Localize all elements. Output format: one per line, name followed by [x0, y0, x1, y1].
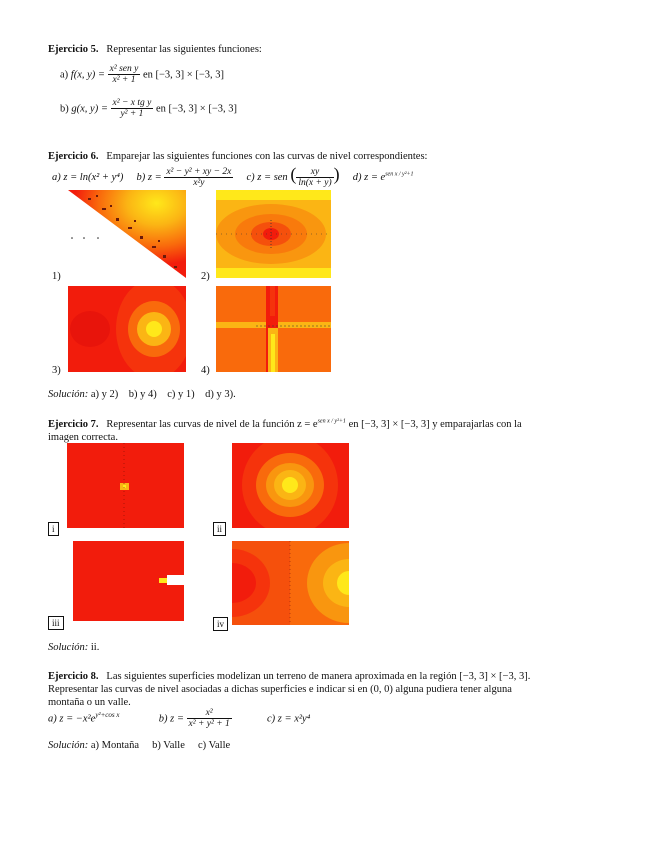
ex6-intro: Emparejar las siguientes funciones con las curvas de nivel correspondientes:	[106, 151, 428, 162]
ex7-heading: Ejercicio 7.	[48, 419, 99, 430]
ex5-heading: Ejercicio 5.	[48, 44, 99, 55]
ex5-b-domain: en [−3, 3] × [−3, 3]	[155, 103, 238, 115]
ex5-item-a	[60, 64, 224, 86]
ex5-a-numerator: x² sen y	[109, 64, 139, 74]
ex6-plot-1	[68, 190, 186, 278]
ex7-plot-iii	[73, 541, 184, 621]
ex8-heading: Ejercicio 8.	[48, 671, 99, 682]
ex5-item-b	[60, 98, 237, 120]
ex6-plot-3-label: 3)	[52, 365, 61, 376]
ex6-b-numerator: x² − y² + xy − 2x	[166, 166, 232, 177]
ex6-header	[48, 150, 427, 163]
ex6-func-d-lhs: d) z = e	[352, 172, 386, 183]
ex6-solution-text: a) y 2) b) y 4) c) y 1) d) y 3).	[90, 389, 236, 400]
ex8-func-b-lhs: b) z =	[158, 713, 184, 725]
ex6-func-c-fraction	[296, 167, 333, 189]
ex8-solution-text: a) Montaña b) Valle c) Valle	[90, 740, 231, 751]
ex5-b-lhs: g(x, y) =	[71, 103, 108, 115]
ex7-plot-ii	[232, 443, 349, 528]
ex6-plot-2	[216, 190, 331, 278]
ex6-c-denominator: ln(x + y)	[298, 178, 332, 189]
ex8-text-1: Las siguientes superficies modelizan un terreno de manera aproximada en la región [−3, 3] × [−3, 3].	[106, 671, 531, 682]
ex6-heading: Ejercicio 6.	[48, 151, 99, 162]
ex6-functions: a) z = ln(x² + y⁴) b) z = $\frac{\text{x² − y² + xy − 2x}}{\text{x²y}}$ c) z = sen ( $\frac{xy}{\ln(x + y)}$ ) d) $z = e^{sen x / y^2+1}$	[52, 164, 414, 189]
ex5-b-fraction	[111, 98, 154, 120]
ex7-plot-ii-label: ii	[213, 522, 226, 536]
ex7-intro-2: en [−3, 3] × [−3, 3] y emparajarlas con la	[348, 419, 522, 430]
ex5-intro: Representar las siguientes funciones:	[106, 44, 262, 55]
ex6-plot-4-label: 4)	[201, 365, 210, 376]
ex7-intro-1: Representar las curvas de nivel de la función z = e	[106, 419, 318, 430]
ex7-intro-exponent: sen x / y²+1	[317, 418, 346, 425]
ex7-plot-iv-label: iv	[213, 617, 228, 631]
ex7-plot-iii-label: iii	[48, 616, 64, 630]
ex7-solution	[48, 641, 99, 654]
ex7-header	[48, 418, 522, 431]
ex6-func-b-lhs: b) z =	[136, 172, 162, 183]
ex8-line-1	[48, 670, 530, 683]
ex7-intro-3: imagen correcta.	[48, 432, 118, 443]
ex6-func-b-fraction	[164, 167, 233, 189]
ex8-b-numerator: x²	[205, 708, 213, 718]
ex7-plot-i-label: i	[48, 522, 59, 536]
ex7-plot-i	[67, 443, 184, 528]
ex5-b-label: b)	[60, 103, 69, 115]
ex6-func-d-exponent: sen x / y²+1	[385, 171, 414, 178]
ex8-b-denominator: x² + y² + 1	[188, 719, 230, 730]
ex6-plot-4	[216, 286, 331, 372]
ex6-func-a: a) z = ln(x² + y⁴)	[52, 172, 124, 183]
ex8-functions	[48, 708, 310, 730]
ex8-func-b-fraction	[187, 708, 232, 730]
ex6-plot-3	[68, 286, 186, 372]
ex8-solution	[48, 739, 230, 752]
ex5-a-label: a)	[60, 69, 69, 81]
ex8-func-a: a) z = −x²e	[48, 713, 96, 725]
ex6-c-numerator: xy	[310, 166, 320, 177]
ex6-plot-2-label: 2)	[201, 271, 210, 282]
ex6-b-denominator: x²y	[164, 177, 233, 188]
ex8-func-a-exponent: y²+cos x	[95, 710, 120, 719]
ex6-solution	[48, 388, 236, 401]
ex5-a-denominator: x² + 1	[108, 74, 141, 85]
ex5-header	[48, 43, 262, 56]
ex5-b-denominator: y² + 1	[111, 108, 154, 119]
ex5-a-lhs: f(x, y) =	[70, 69, 105, 81]
ex6-func-c-lhs: c) z = sen	[246, 172, 288, 183]
ex7-solution-label: Solución:	[48, 642, 89, 653]
ex5-a-fraction	[108, 64, 141, 86]
ex5-b-numerator: x² − x tg y	[112, 98, 152, 108]
ex7-solution-text: ii.	[90, 642, 100, 653]
ex6-plot-1-label: 1)	[52, 271, 61, 282]
ex6-solution-label: Solución:	[48, 389, 89, 400]
ex5-a-domain: en [−3, 3] × [−3, 3]	[142, 69, 224, 81]
ex7-plot-iv	[232, 541, 349, 625]
ex8-line-3: montaña o un valle.	[48, 697, 131, 708]
ex8-func-c: c) z = x²y⁴	[266, 713, 311, 725]
ex8-line-2: Representar las curvas de nivel asociadas a dichas superficies e indicar si en (0, 0) alguna pudiera tener alguna	[48, 684, 512, 695]
ex8-solution-label: Solución:	[48, 740, 89, 751]
